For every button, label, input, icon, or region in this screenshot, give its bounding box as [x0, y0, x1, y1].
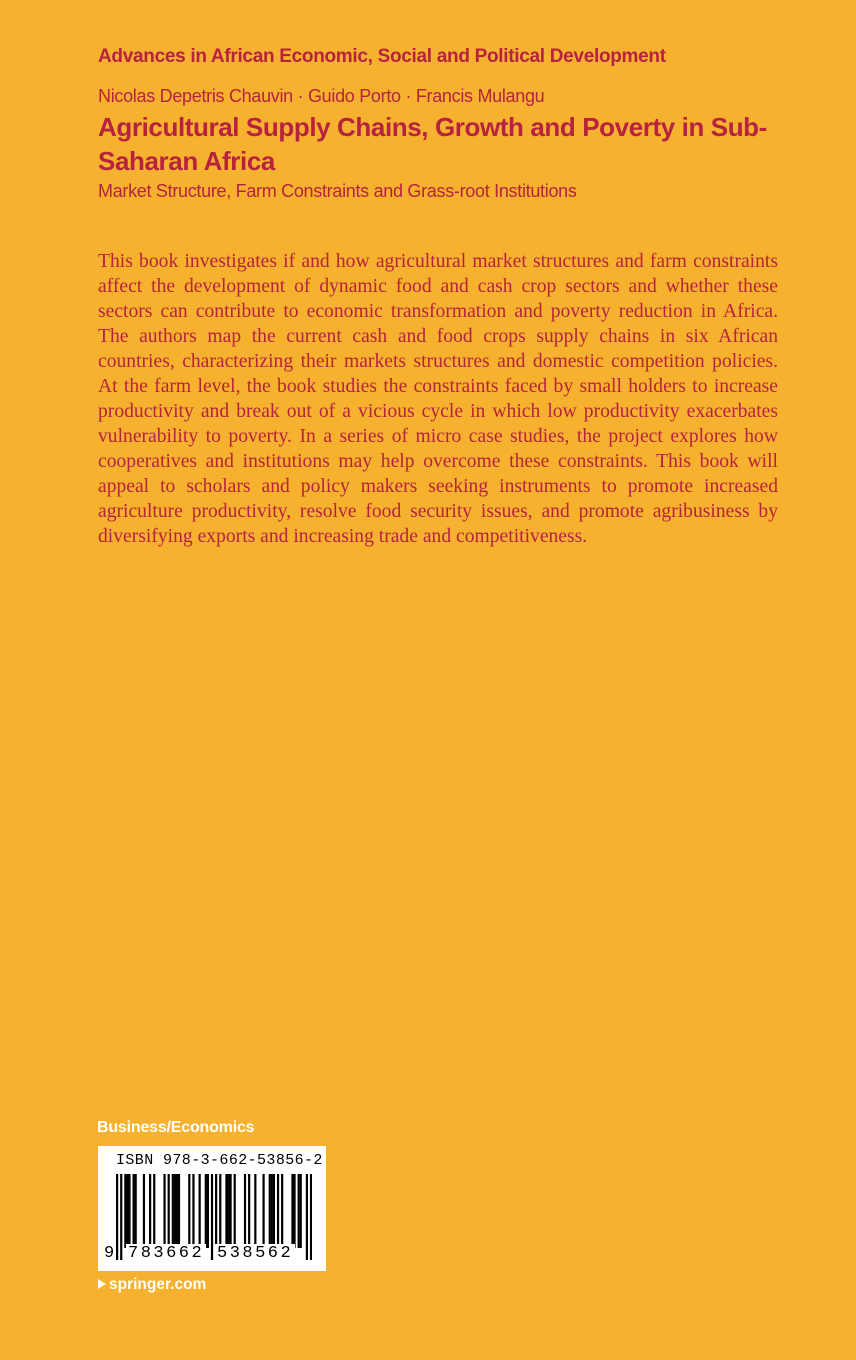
barcode-guard-bar	[120, 1174, 122, 1260]
barcode-bar	[168, 1174, 170, 1248]
publisher-website[interactable]	[98, 1276, 206, 1294]
play-arrow-icon	[98, 1279, 106, 1289]
barcode-bar	[174, 1174, 176, 1248]
barcode-bar	[229, 1174, 231, 1248]
barcode-bar	[269, 1174, 271, 1248]
ean-right-group: 538562	[217, 1244, 294, 1263]
website-label: springer.com	[109, 1276, 207, 1293]
barcode-bar	[244, 1174, 246, 1248]
barcode-guard-bar	[116, 1174, 118, 1260]
barcode-bar	[163, 1174, 165, 1248]
barcode-bar	[172, 1174, 174, 1248]
barcode-bar	[128, 1174, 130, 1248]
ean-first-digit: 9	[104, 1244, 115, 1263]
barcode-bar	[149, 1174, 151, 1248]
book-subtitle: Market Structure, Farm Constraints and Grass-root Institutions	[98, 181, 577, 201]
barcode-bar	[227, 1174, 229, 1248]
barcode-guard-bar	[306, 1174, 308, 1260]
barcode-bar	[254, 1174, 256, 1248]
barcode-bar	[271, 1174, 273, 1248]
barcode-bar	[273, 1174, 275, 1248]
barcode-bar	[178, 1174, 180, 1248]
subject-category: Business/Economics	[97, 1119, 255, 1136]
barcode-bar	[281, 1174, 283, 1248]
barcode-bar	[293, 1174, 295, 1248]
barcode-bar	[291, 1174, 293, 1248]
barcode-bar	[225, 1174, 227, 1248]
barcode-bar	[133, 1174, 135, 1248]
barcode-bar	[199, 1174, 201, 1248]
ean-left-group: 783662	[128, 1244, 205, 1263]
book-title: Agricultural Supply Chains, Growth and Poverty in Sub-Saharan Africa	[98, 112, 767, 176]
barcode-bar	[124, 1174, 126, 1248]
series-title: Advances in African Economic, Social and Political Development	[98, 46, 666, 67]
barcode-bar	[277, 1174, 279, 1248]
barcode-bar	[234, 1174, 236, 1248]
barcode-bar	[207, 1174, 209, 1248]
barcode-bar	[153, 1174, 155, 1248]
barcode-bar	[219, 1174, 221, 1248]
barcode-bar	[300, 1174, 302, 1248]
barcode-bar	[188, 1174, 190, 1248]
barcode-bar	[298, 1174, 300, 1248]
authors: Nicolas Depetris Chauvin · Guido Porto · Francis Mulangu	[98, 86, 545, 106]
barcode-guard-bar	[211, 1174, 213, 1260]
isbn-label: ISBN 978-3-662-53856-2	[116, 1152, 323, 1169]
barcode-bar	[126, 1174, 128, 1248]
blurb-text: This book investigates if and how agricultural market structures and farm constraints affect the development of dynamic food and cash crop sectors and whether these sectors can contribute to economic transformation and poverty reduction in Africa. The authors map the current cash and food crops supply chains in six African countries, characterizing their markets structures and domestic competition policies. At the farm level, the book studies the constraints faced by small holders to increase productivity and break out of a vicious cycle in which low productivity exacerbates vulnerability to poverty. In a series of micro case studies, the project explores how cooperatives and institutions may help overcome these constraints. This book will appeal to scholars and policy makers seeking instruments to promote increased agriculture productivity, resolve food security issues, and promote agribusiness by diversifying exports and increasing trade and competitiveness.	[98, 251, 778, 547]
isbn-barcode	[98, 1146, 326, 1271]
barcode-bar	[143, 1174, 145, 1248]
barcode-bar	[262, 1174, 264, 1248]
barcode-bar	[135, 1174, 137, 1248]
barcode-bar	[205, 1174, 207, 1248]
barcode-bar	[192, 1174, 194, 1248]
barcode-bar	[176, 1174, 178, 1248]
barcode-bar	[248, 1174, 250, 1248]
barcode-guard-bar	[310, 1174, 312, 1260]
